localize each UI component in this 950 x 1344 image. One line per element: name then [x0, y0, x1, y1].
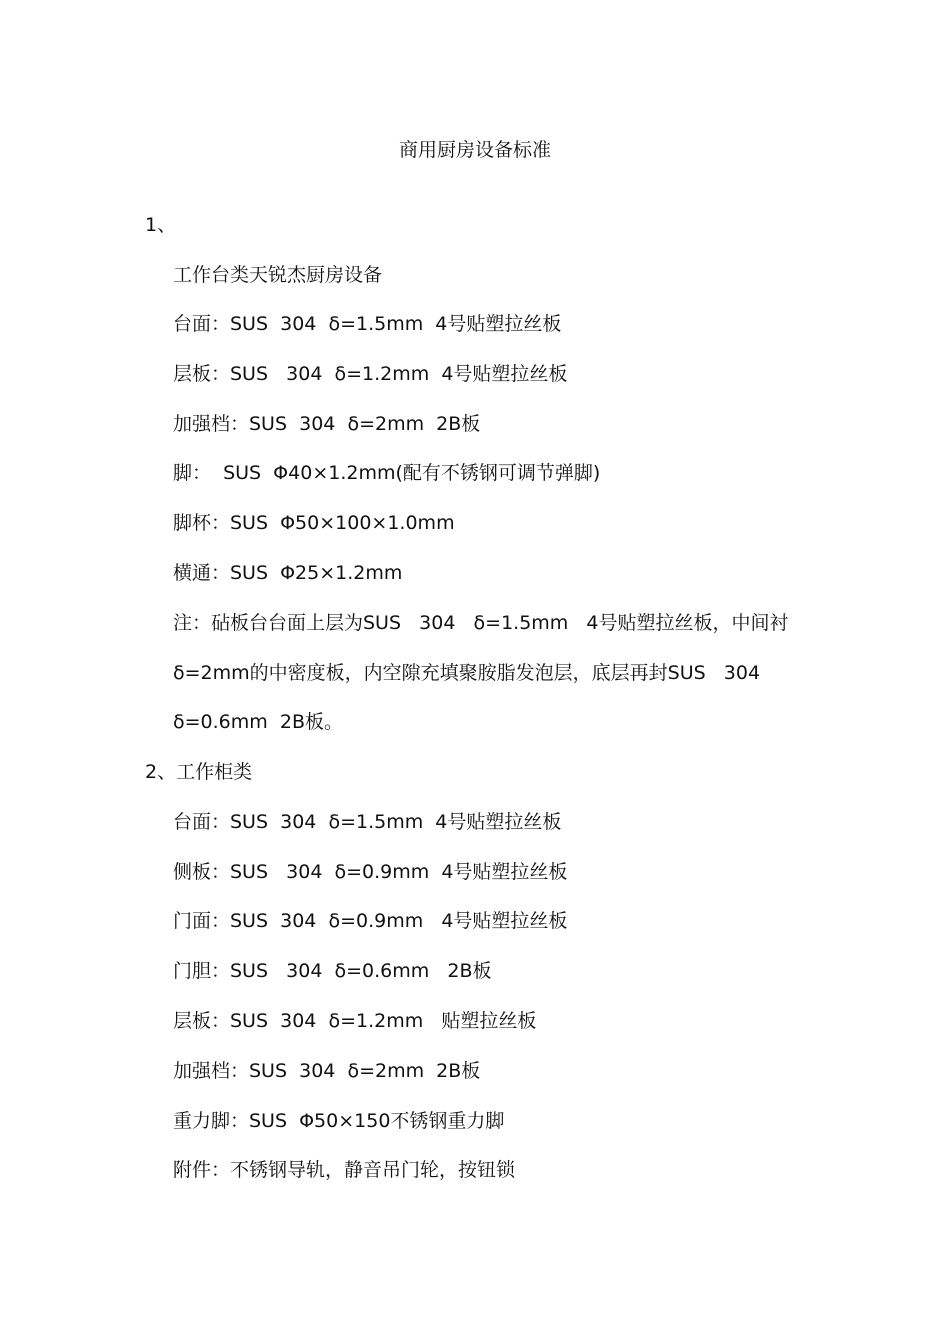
section-1-number: 1、: [145, 214, 177, 236]
section-1-line-3: 加强档：SUS 304 δ=2mm 2B板: [173, 413, 481, 435]
section-1-line-6: 横通：SUS Φ25×1.2mm: [173, 562, 403, 584]
section-2-line-2: 侧板：SUS 304 δ=0.9mm 4号贴塑拉丝板: [173, 861, 568, 883]
section-2-line-4: 门胆：SUS 304 δ=0.6mm 2B板: [173, 960, 492, 982]
section-2-line-7: 重力脚：SUS Φ50×150不锈钢重力脚: [173, 1110, 505, 1132]
section-1-line-4: 脚： SUS Φ40×1.2mm(配有不锈钢可调节弹脚): [173, 462, 601, 484]
document-title: 商用厨房设备标准: [398, 139, 551, 161]
section-1-line-2: 层板：SUS 304 δ=1.2mm 4号贴塑拉丝板: [173, 363, 568, 385]
section-2-line-8: 附件：不锈钢导轨，静音吊门轮，按钮锁: [173, 1159, 516, 1181]
section-2-line-1: 台面：SUS 304 δ=1.5mm 4号贴塑拉丝板: [173, 811, 562, 833]
section-1-heading: 工作台类天锐杰厨房设备: [173, 264, 383, 286]
section-1-note-line-2: δ=2mm的中密度板，内空隙充填聚胺脂发泡层，底层再封SUS 304: [173, 662, 761, 684]
section-1-line-5: 脚杯：SUS Φ50×100×1.0mm: [173, 512, 455, 534]
section-2-heading: 2、工作柜类: [145, 761, 253, 783]
section-1-note-line-3: δ=0.6mm 2B板。: [173, 711, 343, 733]
section-2-line-5: 层板：SUS 304 δ=1.2mm 贴塑拉丝板: [173, 1010, 537, 1032]
section-1-line-1: 台面：SUS 304 δ=1.5mm 4号贴塑拉丝板: [173, 313, 562, 335]
section-2-line-3: 门面：SUS 304 δ=0.9mm 4号贴塑拉丝板: [173, 910, 568, 932]
section-2-line-6: 加强档：SUS 304 δ=2mm 2B板: [173, 1060, 481, 1082]
section-1-note-line-1: 注：砧板台台面上层为SUS 304 δ=1.5mm 4号贴塑拉丝板，中间衬: [173, 612, 789, 634]
